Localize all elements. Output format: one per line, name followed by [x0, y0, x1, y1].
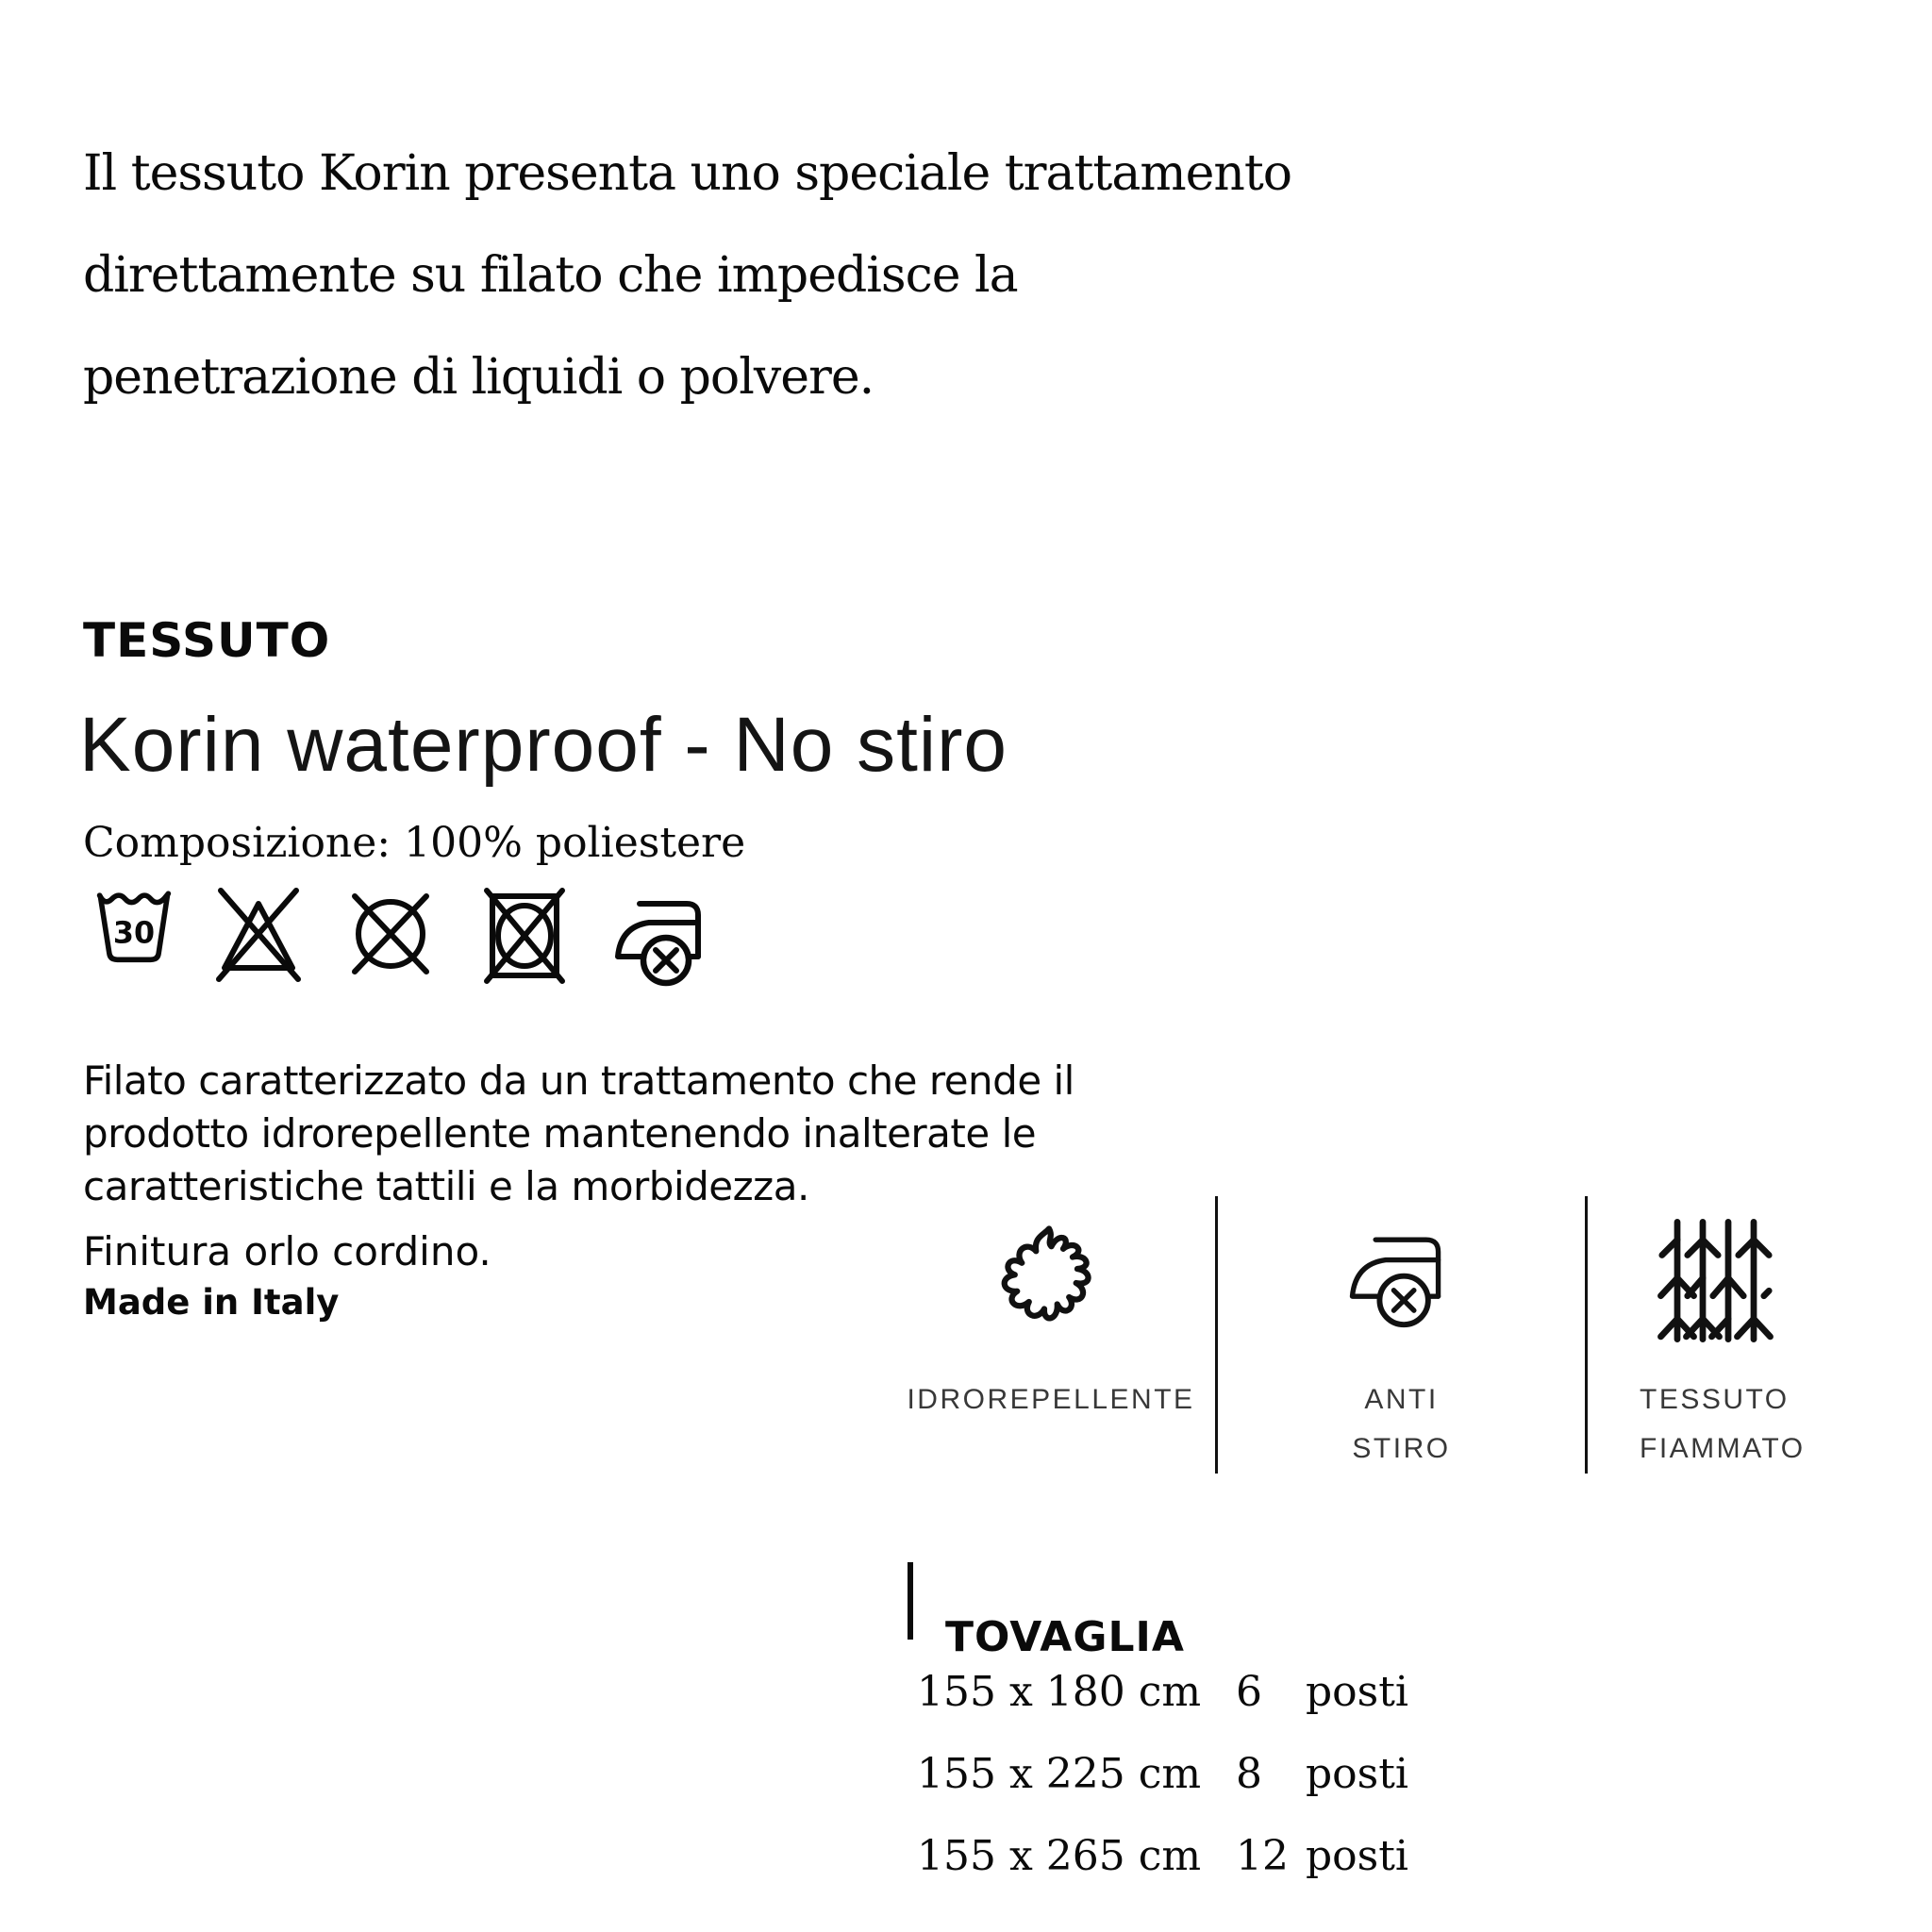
seats-count: 6	[1236, 1668, 1262, 1716]
description-line: prodotto idrorepellente mantenendo inalterate le	[83, 1110, 1037, 1157]
section-heading: TESSUTO	[83, 612, 331, 668]
wash-30-icon	[94, 883, 174, 964]
seats-count: 12	[1236, 1832, 1289, 1880]
care-symbols-row	[94, 883, 717, 989]
wash-temperature: 30	[112, 916, 156, 951]
flamed-fabric-icon	[1652, 1196, 1779, 1364]
made-in-italy-text: Made in Italy	[83, 1282, 340, 1323]
do-not-bleach-icon	[211, 883, 306, 985]
seats-unit: posti	[1306, 1832, 1408, 1880]
feature-idrorepellente	[887, 1196, 1215, 1424]
water-splash-icon	[992, 1196, 1110, 1364]
seats-count: 8	[1236, 1750, 1262, 1798]
size-value: 155 x 265 cm	[917, 1832, 1202, 1880]
feature-tessuto-fiammato	[1588, 1196, 1842, 1474]
description-line: Filato caratterizzato da un trattamento che rende il	[83, 1058, 1074, 1104]
seats-unit: posti	[1306, 1750, 1408, 1798]
intro-line: direttamente su filato che impedisce la	[83, 247, 1018, 304]
do-not-dry-clean-icon	[343, 883, 438, 985]
sizes-title: TOVAGLIA	[945, 1613, 1185, 1661]
feature-label: TESSUTO FIAMMATO	[1640, 1384, 1806, 1464]
no-iron-icon	[1345, 1196, 1458, 1364]
table-row	[917, 1750, 1408, 1798]
do-not-iron-icon	[611, 894, 717, 989]
size-value: 155 x 225 cm	[917, 1750, 1202, 1798]
do-not-tumble-dry-icon	[475, 883, 574, 989]
intro-paragraph	[83, 123, 1291, 428]
features-strip	[0, 1196, 1932, 1475]
description-line: caratteristiche tattili e la morbidezza.	[83, 1163, 809, 1209]
sizes-table	[917, 1668, 1408, 1914]
feature-label: IDROREPELLENTE	[907, 1384, 1195, 1415]
table-row	[917, 1832, 1408, 1880]
table-row	[917, 1668, 1408, 1716]
feature-anti-stiro	[1218, 1196, 1585, 1474]
seats-unit: posti	[1306, 1668, 1408, 1716]
description-paragraph	[83, 1055, 1074, 1213]
composition-text: Composizione: 100% poliestere	[83, 819, 746, 867]
feature-label: ANTI STIRO	[1352, 1384, 1451, 1464]
sizes-title-bar	[908, 1562, 913, 1640]
product-title: Korin waterproof - No stiro	[79, 701, 1008, 788]
size-value: 155 x 180 cm	[917, 1668, 1202, 1716]
finish-text: Finitura orlo cordino.	[83, 1228, 491, 1274]
intro-line: penetrazione di liquidi o polvere.	[83, 349, 874, 406]
intro-line: Il tessuto Korin presenta uno speciale trattamento	[83, 145, 1292, 202]
